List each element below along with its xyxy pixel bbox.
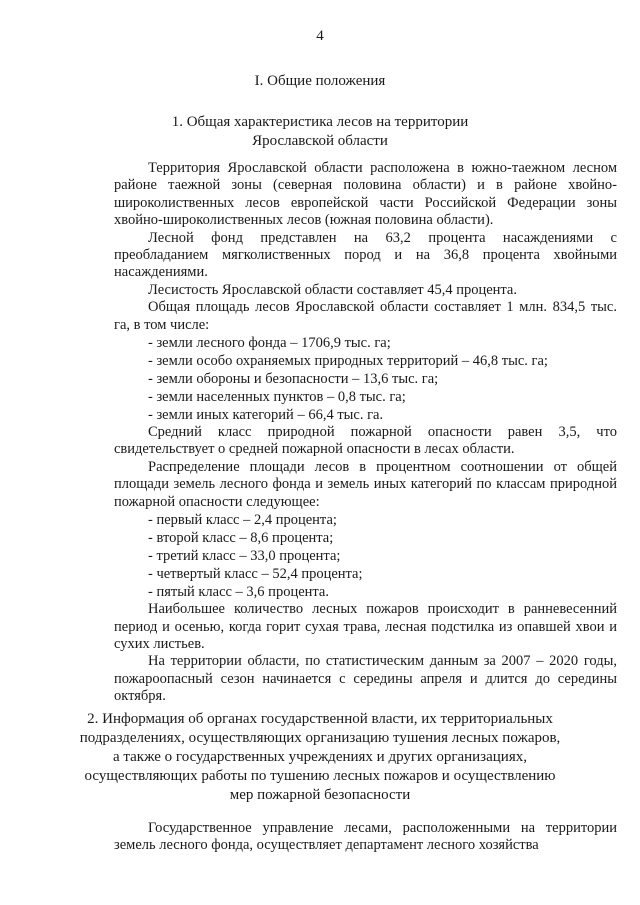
list-item: - первый класс – 2,4 процента; bbox=[148, 512, 337, 529]
list-item: - второй класс – 8,6 процента; bbox=[148, 530, 334, 547]
paragraph-forest-cover: Лесистость Ярославской области составляет 45,4 процента. bbox=[148, 281, 517, 298]
list-item: - земли лесного фонда – 1706,9 тыс. га; bbox=[148, 335, 391, 352]
section-title: I. Общие положения bbox=[254, 73, 386, 89]
list-item: - пятый класс – 3,6 процента. bbox=[148, 584, 329, 601]
subsection-title-2-line5: мер пожарной безопасности bbox=[229, 787, 411, 803]
list-item: - третий класс – 33,0 процента; bbox=[148, 548, 341, 565]
paragraph-territory: Территория Ярославской области расположена в южно-таежном лесном районе таежной зоны (северная половина области) и в районе хвойно-широколиственных лесов европейской части Российской Федерации зоны хвойно-широколиственных лесов (южная половина области). bbox=[114, 160, 617, 229]
subsection-title-1-line2: Ярославской области bbox=[252, 133, 388, 149]
subsection-title-1-line1: 1. Общая характеристика лесов на территории bbox=[171, 114, 469, 130]
paragraph-fire-season: На территории области, по статистическим данным за 2007 – 2020 годы, пожароопасный сезон начинается с середины апреля и длится до середины октября. bbox=[114, 653, 617, 705]
closing-text bbox=[114, 820, 617, 855]
list-item: - четвертый класс – 52,4 процента; bbox=[148, 566, 363, 583]
subsection-title-2-line1: 2. Информация об органах государственной власти, их территориальных bbox=[87, 711, 553, 727]
list-item: - земли иных категорий – 66,4 тыс. га. bbox=[148, 407, 384, 424]
list-item: - земли обороны и безопасности – 13,6 тыс. га; bbox=[148, 371, 439, 388]
list-item: - земли населенных пунктов – 0,8 тыс. га; bbox=[148, 389, 406, 406]
subsection-title-2-line2: подразделениях, осуществляющих организацию тушения лесных пожаров, bbox=[79, 730, 561, 746]
paragraph-state-management: Государственное управление лесами, расположенными на территории земель лесного фонда, осуществляет департамент лесного хозяйства bbox=[114, 820, 617, 854]
page-number: 4 bbox=[316, 28, 324, 44]
subsection-title-2-line4: осуществляющих работы по тушению лесных пожаров и осуществлению bbox=[84, 768, 556, 784]
fire-class-list bbox=[114, 511, 617, 601]
list-item: - земли особо охраняемых природных территорий – 46,8 тыс. га; bbox=[148, 353, 548, 370]
subsection-title-2 bbox=[40, 710, 600, 805]
paragraph-fire-periods: Наибольшее количество лесных пожаров происходит в ранневесенний период и осенью, когда горит сухая трава, лесная подстилка из опавшей хвои и сухих листьев. bbox=[114, 601, 617, 652]
paragraph-total-area: Общая площадь лесов Ярославской области составляет 1 млн. 834,5 тыс. га, в том числе: bbox=[114, 299, 617, 333]
land-category-list bbox=[114, 334, 617, 424]
body-text bbox=[114, 160, 617, 706]
paragraph-distribution: Распределение площади лесов в процентном соотношении от общей площади земель лесного фонда и земель иных категорий по классам природной пожарной опасности следующее: bbox=[114, 458, 617, 510]
paragraph-average-class: Средний класс природной пожарной опасности равен 3,5, что свидетельствует о средней пожарной опасности в лесах области. bbox=[114, 424, 617, 458]
subsection-title-2-line3: а также о государственных учреждениях и других организациях, bbox=[113, 749, 527, 765]
subsection-title-1 bbox=[0, 113, 640, 151]
paragraph-forest-fund: Лесной фонд представлен на 63,2 процента насаждениями с преобладанием мягколиственных пород и на 36,8 процента хвойными насаждениями. bbox=[114, 229, 617, 281]
